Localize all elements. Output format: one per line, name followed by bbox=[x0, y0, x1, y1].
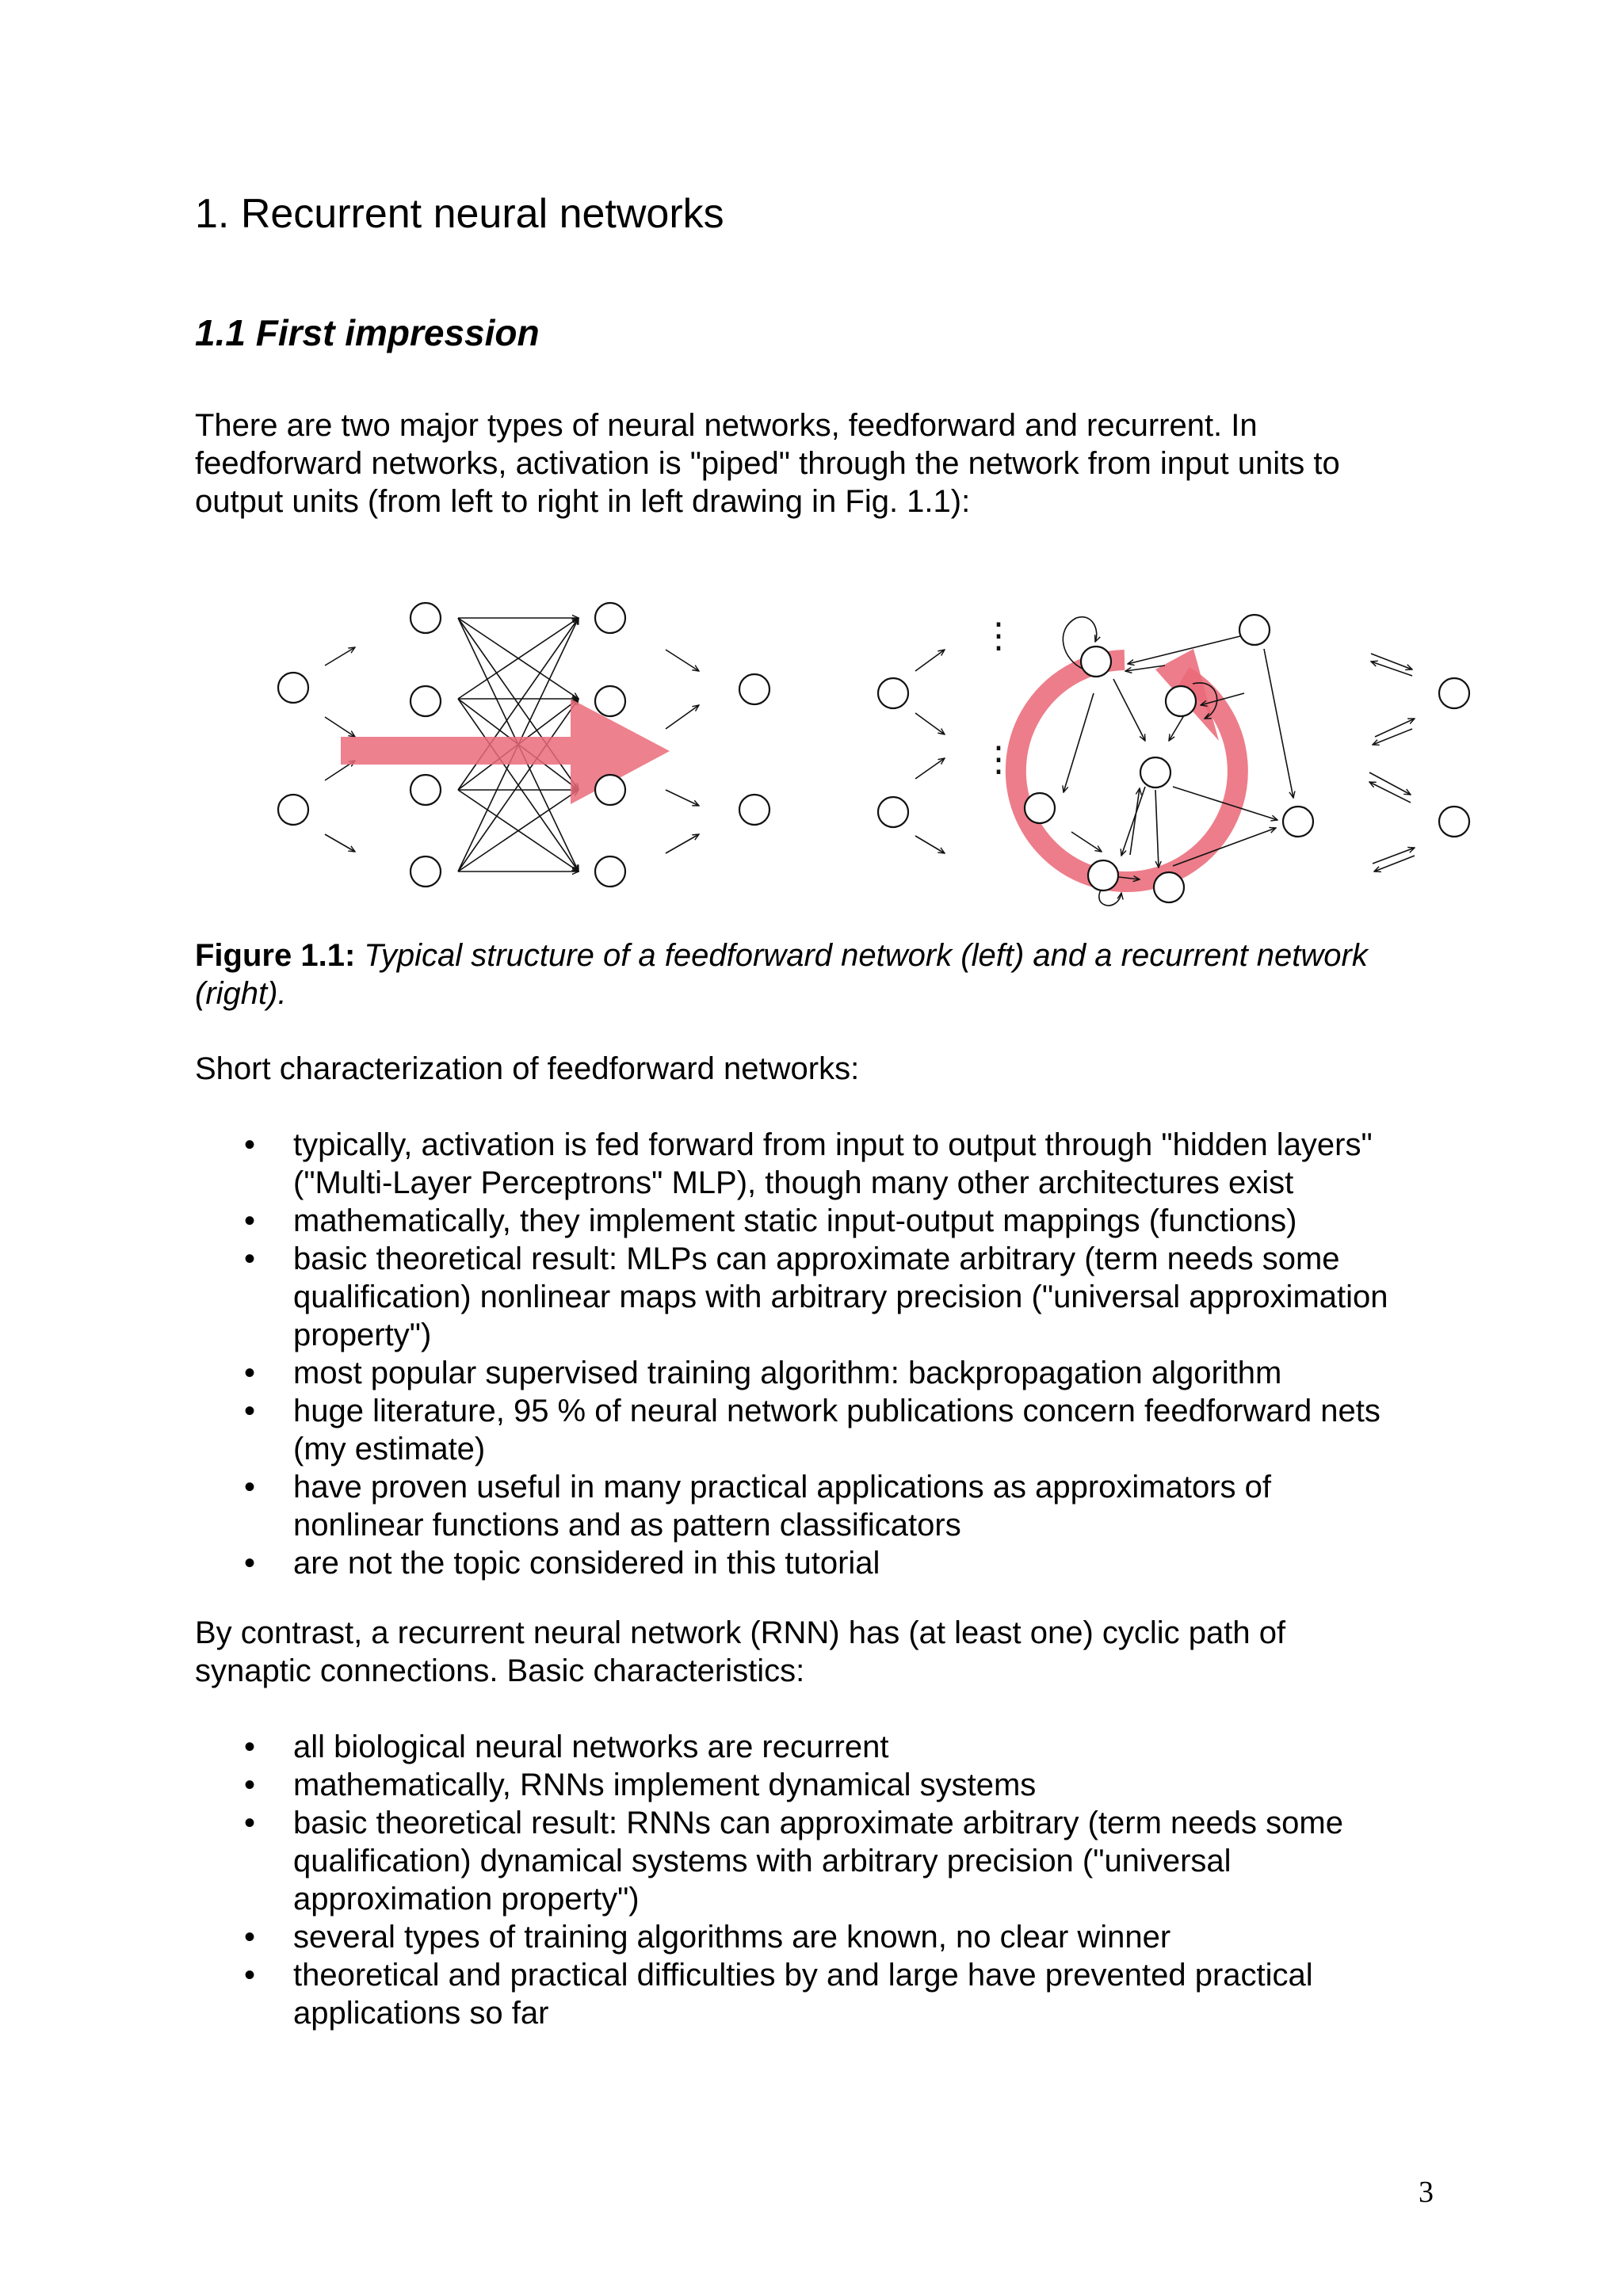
bullet-marker: • bbox=[244, 1920, 256, 1955]
list-item bbox=[195, 1354, 1388, 1392]
caption-line-2 bbox=[195, 974, 1368, 1013]
list-item-line: most popular supervised training algorithm: backpropagation algorithm bbox=[293, 1356, 1282, 1390]
intro-line: output units (from left to right in left drawing in Fig. 1.1): bbox=[195, 484, 971, 519]
recurrent-network-diagram bbox=[878, 615, 1469, 906]
ellipsis-top: ⋮ bbox=[981, 616, 1016, 655]
recurrent-intro bbox=[195, 1614, 1463, 1690]
ellipsis-bottom: ⋮ bbox=[981, 740, 1016, 779]
list-item bbox=[195, 1468, 1388, 1544]
list-item bbox=[195, 1728, 1343, 1766]
bullet-marker: • bbox=[244, 1806, 256, 1840]
list-item bbox=[195, 1126, 1388, 1202]
list-item-line: several types of training algorithms are known, no clear winner bbox=[293, 1920, 1171, 1955]
feedforward-network-diagram bbox=[278, 603, 769, 887]
list-item bbox=[195, 1956, 1343, 2032]
list-item bbox=[195, 1804, 1343, 1918]
list-item-line: qualification) dynamical systems with arbitrary precision ("universal bbox=[293, 1844, 1232, 1878]
bullet-marker: • bbox=[244, 1730, 256, 1764]
list-item-line: qualification) nonlinear maps with arbitrary precision ("universal approximation bbox=[293, 1280, 1388, 1314]
bullet-marker: • bbox=[244, 1958, 256, 1993]
list-item-line: all biological neural networks are recurrent bbox=[293, 1730, 889, 1764]
feedforward-intro bbox=[195, 1050, 1463, 1088]
list-item-line: basic theoretical result: MLPs can approximate arbitrary (term needs some bbox=[293, 1241, 1340, 1276]
list-item-line: typically, activation is fed forward from input to output through "hidden layers" bbox=[293, 1127, 1373, 1162]
list-item-line: nonlinear functions and as pattern classificators bbox=[293, 1508, 961, 1543]
bullet-marker: • bbox=[244, 1127, 256, 1162]
list-item-line: mathematically, RNNs implement dynamical systems bbox=[293, 1768, 1037, 1802]
bullet-marker: • bbox=[244, 1394, 256, 1428]
bullet-marker: • bbox=[244, 1203, 256, 1238]
list-item bbox=[195, 1544, 1388, 1582]
caption-text: Typical structure of a feedforward network (left) and a recurrent network bbox=[364, 938, 1368, 973]
intro-paragraph bbox=[195, 406, 1463, 521]
section-title: 1.1 First impression bbox=[195, 312, 540, 353]
list-item bbox=[195, 1918, 1343, 1956]
list-item-line: (my estimate) bbox=[293, 1432, 486, 1466]
list-item bbox=[195, 1392, 1388, 1468]
recurrent-intro-line: By contrast, a recurrent neural network (RNN) has (at least one) cyclic path of bbox=[195, 1615, 1286, 1650]
bullet-marker: • bbox=[244, 1470, 256, 1505]
intro-line: There are two major types of neural networks, feedforward and recurrent. In bbox=[195, 408, 1258, 443]
page-number: 3 bbox=[1419, 2176, 1434, 2209]
list-item-line: are not the topic considered in this tutorial bbox=[293, 1546, 880, 1581]
list-item bbox=[195, 1766, 1343, 1804]
caption-line-1 bbox=[195, 936, 1368, 974]
figure-1-1 bbox=[262, 582, 1490, 931]
rnn-ellipsis bbox=[981, 616, 1016, 779]
list-item-line: have proven useful in many practical applications as approximators of bbox=[293, 1470, 1271, 1505]
list-item-line: applications so far bbox=[293, 1996, 549, 2031]
recurrent-intro-line: synaptic connections. Basic characteristics: bbox=[195, 1653, 805, 1688]
caption-label: Figure 1.1: bbox=[195, 938, 356, 973]
list-item-line: basic theoretical result: RNNs can approximate arbitrary (term needs some bbox=[293, 1806, 1343, 1840]
bullet-marker: • bbox=[244, 1356, 256, 1390]
intro-line: feedforward networks, activation is "piped" through the network from input units to bbox=[195, 446, 1340, 481]
list-item-line: theoretical and practical difficulties by and large have prevented practical bbox=[293, 1958, 1313, 1993]
list-item bbox=[195, 1202, 1388, 1240]
bullet-marker: • bbox=[244, 1546, 256, 1581]
list-item-line: ("Multi-Layer Perceptrons" MLP), though many other architectures exist bbox=[293, 1165, 1294, 1200]
figure-caption bbox=[195, 936, 1368, 1013]
list-item-line: approximation property") bbox=[293, 1882, 640, 1917]
list-item-line: mathematically, they implement static input-output mappings (functions) bbox=[293, 1203, 1297, 1238]
bullet-marker: • bbox=[244, 1241, 256, 1276]
list-item bbox=[195, 1240, 1388, 1354]
chapter-title: 1. Recurrent neural networks bbox=[195, 191, 724, 237]
recurrent-bullet-list bbox=[195, 1728, 1343, 2032]
list-item-line: property") bbox=[293, 1318, 432, 1352]
list-item-line: huge literature, 95 % of neural network publications concern feedforward nets bbox=[293, 1394, 1381, 1428]
feedforward-bullet-list bbox=[195, 1126, 1388, 1582]
bullet-marker: • bbox=[244, 1768, 256, 1802]
feedforward-intro-text: Short characterization of feedforward networks: bbox=[195, 1051, 860, 1086]
caption-text: (right). bbox=[195, 976, 287, 1011]
